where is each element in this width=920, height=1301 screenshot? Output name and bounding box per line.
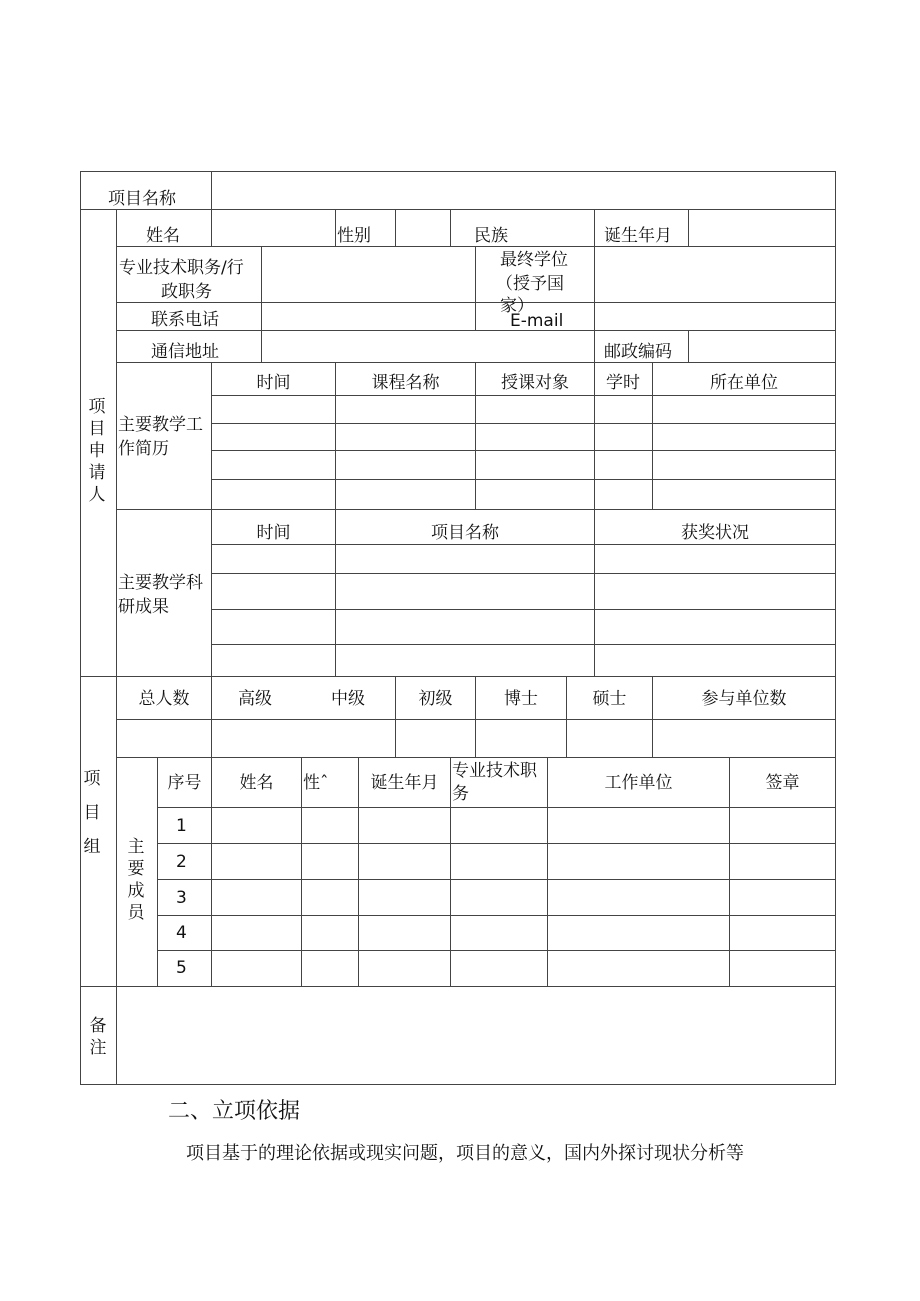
phone-field[interactable] [262,303,475,330]
row-line [157,879,836,880]
column-line [116,209,117,1085]
column-line [211,362,212,676]
member-header-seal: 签章 [765,773,800,793]
teaching-header-unit: 所在单位 [710,373,778,393]
name-label: 姓名 [146,226,180,246]
table-border-bottom [80,1084,836,1085]
member-header-unit: 工作单位 [604,773,673,793]
birth-label: 诞生年月 [604,226,672,246]
group-section-label: 项目组 [83,769,101,857]
column-line [450,757,451,986]
email-field[interactable] [595,303,835,330]
column-line [450,209,451,246]
gender-field[interactable] [396,210,450,246]
member-number-2: 2 [176,852,187,872]
research-results-label-line2: 研成果 [118,597,169,617]
row-line [157,950,836,951]
teaching-header-audience: 授课对象 [501,373,569,393]
teaching-history-label-line2: 作简历 [118,439,169,459]
postcode-label: 邮政编码 [604,342,672,362]
stats-header-senior: 高级 [238,689,272,709]
address-label: 通信地址 [151,342,219,362]
section-description: 项目基于的理论依据或现实问题，项目的意义，国内外探讨现状分析等 [186,1143,744,1164]
teaching-header-hours: 学时 [606,373,640,393]
title-field[interactable] [262,247,475,302]
row-line [211,609,836,610]
postcode-field[interactable] [689,331,835,362]
teaching-header-course: 课程名称 [371,373,440,393]
row-line [116,509,836,510]
column-line [594,330,595,362]
name-field[interactable] [212,210,335,246]
row-line [211,395,836,396]
row-line [211,479,836,480]
email-label: E-mail [510,311,564,331]
table-border-left [80,171,81,1085]
row-line [211,544,836,545]
research-results-label-line1: 主要教学科 [118,573,203,593]
address-field[interactable] [262,331,594,362]
research-header-award: 获奖状况 [681,523,749,543]
member-header-title: 专业技术职务 [452,761,537,804]
members-label: 主要成员 [127,837,145,923]
member-header-gender: 性ˆ [303,773,329,793]
title-label-line1: 专业技术职务/行 [119,258,244,278]
stats-header-total: 总人数 [138,689,190,709]
degree-label-line3: 家） [500,296,534,316]
stats-header-phd: 博士 [504,689,538,709]
applicant-section-label: 项目申请人 [88,397,106,505]
degree-label-line1: 最终学位 [500,250,568,270]
member-number-4: 4 [176,923,187,943]
row-line [80,676,836,677]
column-line [301,757,302,986]
section-heading: 二、立项依据 [168,1099,301,1124]
member-header-name: 姓名 [239,773,274,793]
column-line [594,362,595,509]
stats-header-master: 硕士 [592,689,627,709]
degree-label-line2: （授予国 [496,274,564,294]
row-line [157,807,836,808]
degree-field[interactable] [595,247,835,302]
row-line [116,757,836,758]
row-line [116,719,836,720]
stats-header-middle: 中级 [331,689,365,709]
remarks-label: 备注 [89,1016,107,1058]
member-number-5: 5 [176,958,187,978]
column-line [594,209,595,246]
ethnicity-label: 民族 [474,226,508,246]
research-header-time: 时间 [256,523,291,543]
teaching-history-label-line1: 主要教学工 [118,415,203,435]
member-header-index: 序号 [167,773,202,793]
phone-label: 联系电话 [151,310,219,330]
title-label-line2: 政职务 [161,282,212,302]
row-line [211,450,836,451]
project-name-field[interactable] [212,172,835,209]
row-line [116,362,836,363]
row-line [211,644,836,645]
ethnicity-field[interactable] [512,210,594,246]
birth-field[interactable] [689,210,835,246]
member-header-birth: 诞生年月 [370,773,439,793]
column-line [211,676,212,757]
remarks-field[interactable] [117,987,835,1084]
stats-header-units: 参与单位数 [701,689,787,709]
row-line [211,573,836,574]
row-line [157,843,836,844]
column-line [335,209,336,246]
research-header-project: 项目名称 [431,523,499,543]
teaching-header-time: 时间 [256,373,291,393]
degree-label [476,247,594,316]
row-line [211,423,836,424]
stats-header-junior: 初级 [418,689,453,709]
row-line [157,915,836,916]
member-number-3: 3 [176,888,187,908]
member-number-1: 1 [176,816,187,836]
table-border-right [835,171,836,1085]
gender-label: 性别 [337,226,371,246]
project-name-label: 项目名称 [108,189,176,209]
